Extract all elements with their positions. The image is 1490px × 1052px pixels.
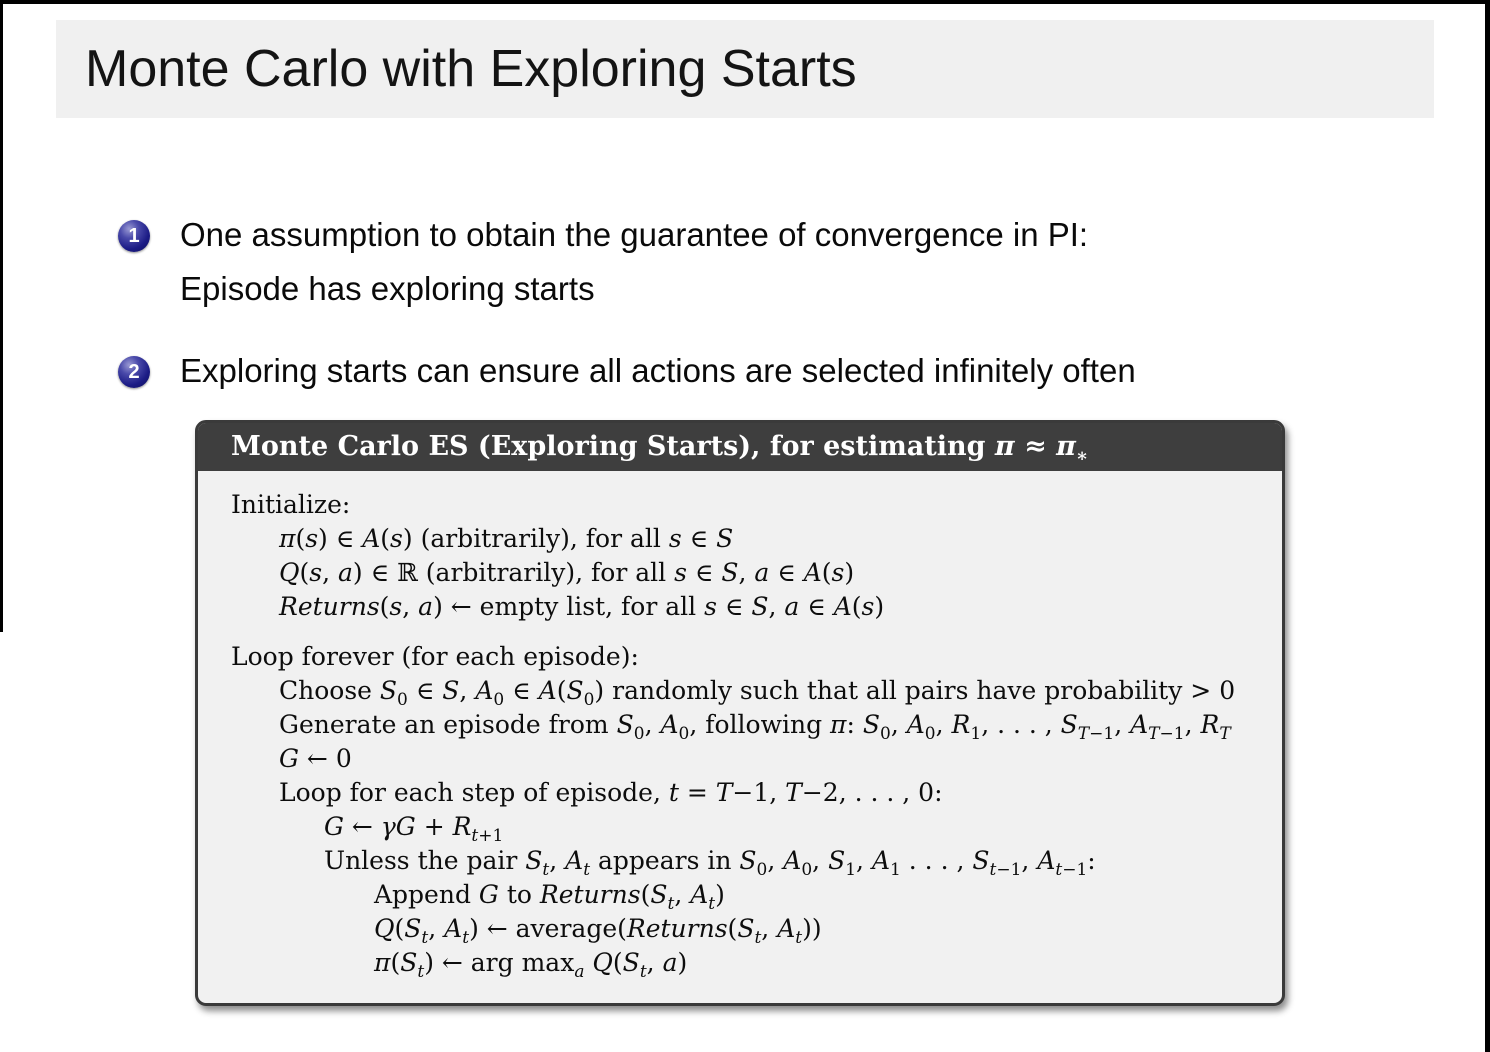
algorithm-line: Append G to $Returns(S_t$, $A_t$) xyxy=(374,880,725,914)
algorithm-line: Loop forever (for each episode): xyxy=(231,642,639,671)
algorithm-body xyxy=(198,471,1282,980)
algorithm-line: G ← 0 xyxy=(279,744,352,773)
bullet-item xyxy=(118,208,1136,316)
algorithm-line: π(s) ∈ A(s) (arbitrarily), for all s ∈ S xyxy=(279,524,734,553)
algorithm-line: Unless the pair $S_t$, $A_t$ appears in $S_0$, $A_0$, $S_1$, $A_1$ . . . , $S_{t-1}$, $A_{t-1}$: xyxy=(324,846,1096,880)
bullet-list xyxy=(118,208,1136,426)
algorithm-line: Q(s, a) ∈ ℝ (arbitrarily), for all s ∈ S, a ∈ A(s) xyxy=(279,558,855,587)
page-edge-right xyxy=(1485,0,1490,1052)
algorithm-line: Initialize: xyxy=(231,490,351,519)
bullet-number-badge: 1 xyxy=(118,220,150,252)
page-edge-top xyxy=(0,0,1490,4)
algorithm-title: Monte Carlo ES (Exploring Starts), for estimating $\pi \approx \pi_∗$ xyxy=(198,423,1282,471)
algorithm-line: Loop for each step of episode, t = T−1, T−2, . . . , 0: xyxy=(279,778,943,807)
slide-title: Monte Carlo with Exploring Starts xyxy=(85,40,857,98)
algorithm-line: Generate an episode from $S_0$, $A_0$, following π: $S_0$, $A_0$, $R_1$, . . . , $S_{T-1}$, $A_{T-1}$, $R_T$ xyxy=(279,710,1231,744)
bullet-text: Exploring starts can ensure all actions are selected infinitely often xyxy=(180,352,1136,389)
bullet-number-badge: 2 xyxy=(118,356,150,388)
algorithm-line: Returns(s, a) ← empty list, for all s ∈ S, a ∈ A(s) xyxy=(279,592,885,621)
algorithm-box xyxy=(195,420,1285,1006)
algorithm-line: Choose $S_0$ ∈ S, $A_0$ ∈ $A(S_0)$ randomly such that all pairs have probability > 0 xyxy=(279,676,1236,710)
algorithm-line: $Q(S_t$, $A_t$) ← $average(Returns(S_t$, $A_t$)) xyxy=(374,914,822,948)
bullet-item xyxy=(118,344,1136,398)
page-edge-left xyxy=(0,0,3,632)
bullet-text: One assumption to obtain the guarantee of convergence in PI: Episode has exploring starts xyxy=(180,216,1089,307)
title-banner xyxy=(56,20,1434,118)
algorithm-line: G ← $\gamma G + R_{t+1}$ xyxy=(324,812,504,846)
algorithm-line: $\pi(S_t)$ ← arg $\max_a Q(S_t$, a) xyxy=(374,948,688,982)
